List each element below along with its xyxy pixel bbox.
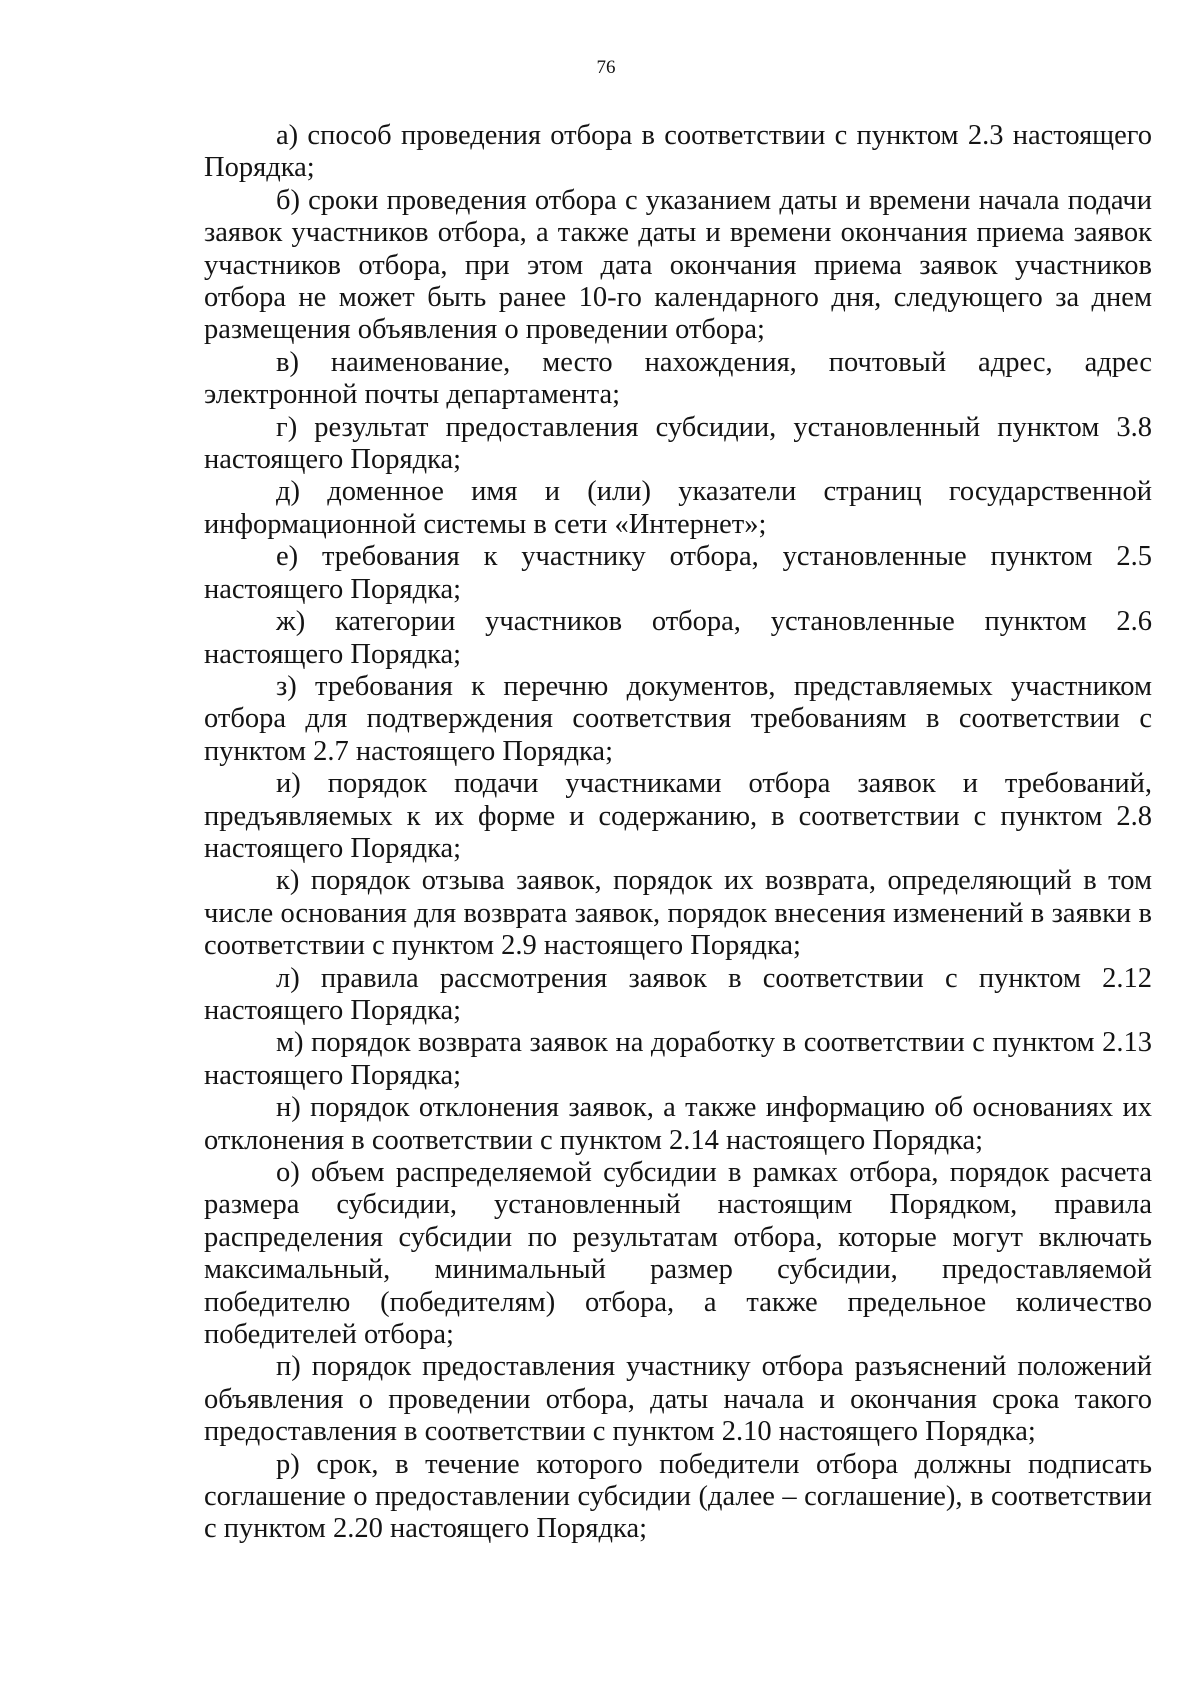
paragraph-e: е) требования к участнику отбора, установленные пунктом 2.5 настоящего Порядка; <box>204 541 1152 605</box>
paragraph-b: б) сроки проведения отбора с указанием даты и времени начала подачи заявок участников отбора, а также даты и времени окончания приема заявок участников отбора, при этом дата окончания приема заявок участников отбора не может быть ранее 10-го календарного дня, следующего за днем размещения объявления о проведении отбора; <box>204 184 1152 346</box>
document-body <box>204 120 1152 1546</box>
paragraph-l: л) правила рассмотрения заявок в соответствии с пунктом 2.12 настоящего Порядка; <box>204 962 1152 1026</box>
paragraph-m: м) порядок возврата заявок на доработку в соответствии с пунктом 2.13 настоящего Порядка; <box>204 1027 1152 1091</box>
paragraph-d: д) доменное имя и (или) указатели страниц государственной информационной системы в сети «Интернет»; <box>204 476 1152 540</box>
paragraph-a: а) способ проведения отбора в соответствии с пунктом 2.3 настоящего Порядка; <box>204 120 1152 184</box>
paragraph-p: п) порядок предоставления участнику отбора разъяснений положений объявления о проведении отбора, даты начала и окончания срока такого предоставления в соответствии с пунктом 2.10 настоящего Порядка; <box>204 1351 1152 1448</box>
paragraph-r: р) срок, в течение которого победители отбора должны подписать соглашение о предоставлении субсидии (далее – соглашение), в соответствии с пунктом 2.20 настоящего Порядка; <box>204 1448 1152 1545</box>
paragraph-o: о) объем распределяемой субсидии в рамках отбора, порядок расчета размера субсидии, установленный настоящим Порядком, правила распределения субсидии по результатам отбора, которые могут включать максимальный, минимальный размер субсидии, предоставляемой победителю (победителям) отбора, а также предельное количество победителей отбора; <box>204 1157 1152 1351</box>
paragraph-g: г) результат предоставления субсидии, установленный пунктом 3.8 настоящего Порядка; <box>204 411 1152 476</box>
paragraph-k: к) порядок отзыва заявок, порядок их возврата, определяющий в том числе основания для возврата заявок, порядок внесения изменений в заявки в соответствии с пунктом 2.9 настоящего Порядка; <box>204 865 1152 962</box>
paragraph-i: и) порядок подачи участниками отбора заявок и требований, предъявляемых к их форме и содержанию, в соответствии с пунктом 2.8 настоящего Порядка; <box>204 768 1152 864</box>
paragraph-zh: ж) категории участников отбора, установленные пунктом 2.6 настоящего Порядка; <box>204 606 1152 670</box>
paragraph-n: н) порядок отклонения заявок, а также информацию об основаниях их отклонения в соответствии с пунктом 2.14 настоящего Порядка; <box>204 1092 1152 1156</box>
page-number: 76 <box>596 57 616 78</box>
paragraph-v: в) наименование, место нахождения, почтовый адрес, адрес электронной почты департамента; <box>204 346 1152 411</box>
paragraph-z: з) требования к перечню документов, представляемых участником отбора для подтверждения соответствия требованиям в соответствии с пунктом 2.7 настоящего Порядка; <box>204 670 1152 767</box>
